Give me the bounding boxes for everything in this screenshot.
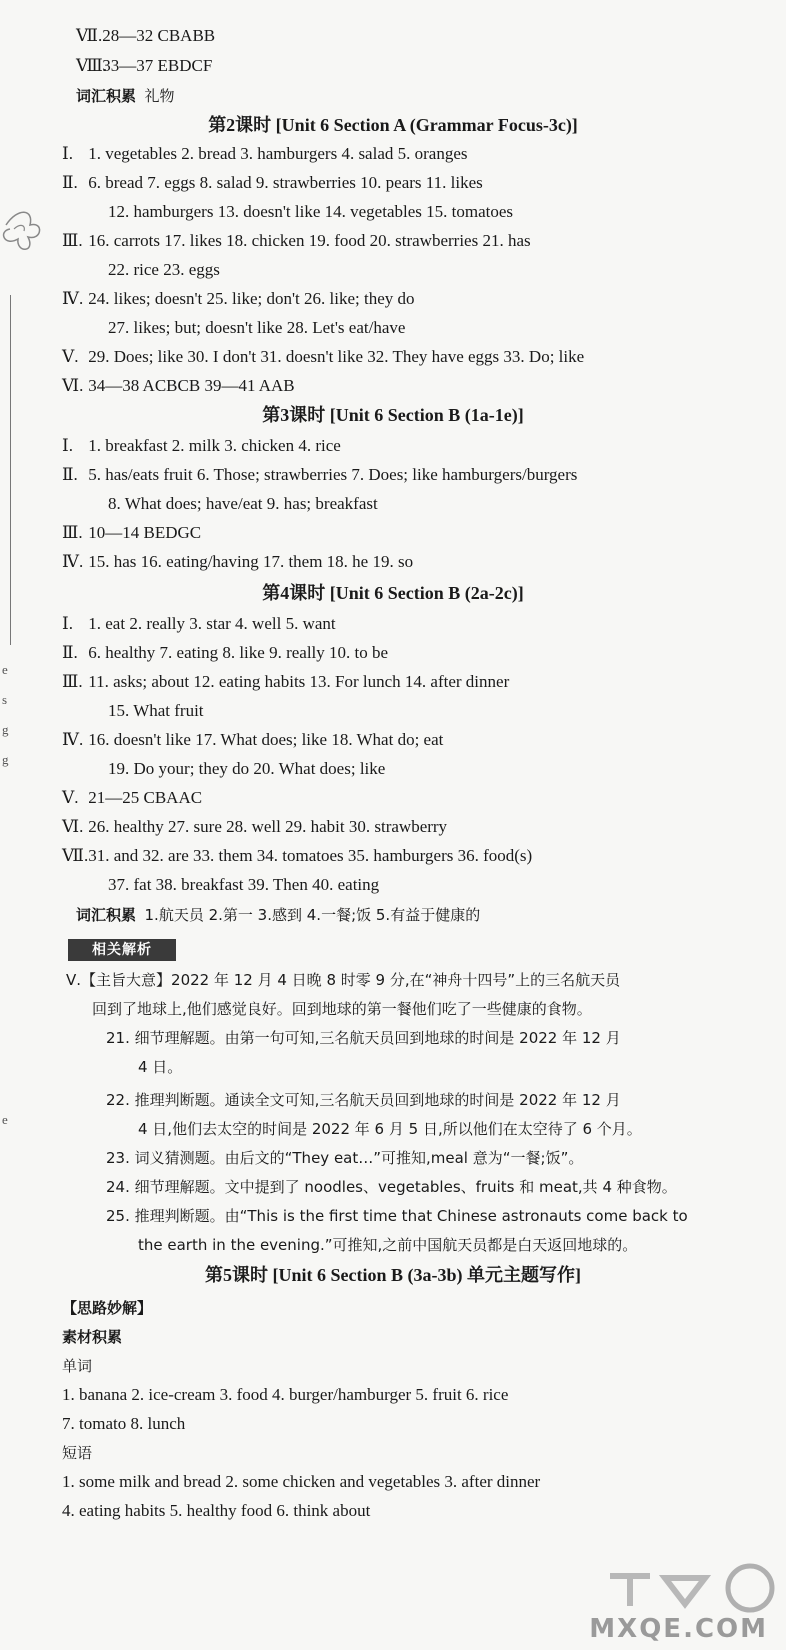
analysis-line: Ⅴ.【主旨大意】2022 年 12 月 4 日晚 8 时零 9 分,在“神舟十四号”上的三名航天员 (66, 971, 621, 989)
section-heading: 单词 (62, 1357, 93, 1375)
vocab-text: 礼物 (144, 87, 175, 105)
answer-text: 6. bread 7. eggs 8. salad 9. strawberries 10. pears 11. likes (88, 173, 483, 192)
section-numeral: Ⅳ. (62, 730, 84, 749)
answer-line (62, 289, 415, 309)
section-numeral: Ⅴ. (62, 788, 79, 807)
answer-text: 33—37 EBDCF (102, 56, 213, 75)
answer-text: 11. asks; about 12. eating habits 13. For lunch 14. after dinner (88, 672, 510, 691)
answer-line: 12. hamburgers 13. doesn't like 14. vegetables 15. tomatoes (108, 202, 514, 221)
answer-line: 8. What does; have/eat 9. has; breakfast (108, 494, 378, 513)
phrase-list-line: 1. some milk and bread 2. some chicken and vegetables 3. after dinner (62, 1472, 541, 1491)
answer-line (76, 56, 212, 76)
answer-text: 15. has 16. eating/having 17. them 18. he 19. so (88, 552, 414, 571)
section-numeral: Ⅳ. (62, 289, 84, 308)
answer-line (62, 376, 295, 396)
section-numeral: Ⅲ. (62, 523, 83, 542)
analysis-line: 回到了地球上,他们感觉良好。回到地球的第一餐他们吃了一些健康的食物。 (92, 1000, 592, 1018)
answer-text: 16. carrots 17. likes 18. chicken 19. food 20. strawberries 21. has (88, 231, 531, 250)
answer-text: 29. Does; like 30. I don't 31. doesn't like 32. They have eggs 33. Do; like (88, 347, 585, 366)
section-heading: 短语 (62, 1444, 93, 1462)
lesson-title: 第3课时 [Unit 6 Section B (1a-1e)] (262, 405, 524, 425)
word-list-line: 1. banana 2. ice-cream 3. food 4. burger/hamburger 5. fruit 6. rice (62, 1385, 509, 1404)
margin-fragment: e (2, 1112, 8, 1127)
vocab-line (76, 905, 480, 925)
margin-fragment: g (2, 722, 9, 737)
analysis-line: 24. 细节理解题。文中提到了 noodles、vegetables、fruits 和 meat,共 4 种食物。 (106, 1178, 677, 1196)
answer-text: 24. likes; doesn't 25. like; don't 26. like; they do (88, 289, 415, 308)
margin-fragment: g (2, 752, 9, 767)
flower-doodle-icon (0, 195, 48, 265)
answer-line (62, 347, 584, 367)
answer-line (62, 173, 483, 193)
answer-text: 16. doesn't like 17. What does; like 18. What do; eat (88, 730, 444, 749)
section-numeral: Ⅱ. (62, 173, 78, 192)
lesson-title: 第2课时 [Unit 6 Section A (Grammar Focus-3c)] (208, 115, 578, 135)
answer-line (62, 788, 202, 808)
word-list-line: 7. tomato 8. lunch (62, 1414, 186, 1433)
analysis-line: 23. 词义猜测题。由后文的“They eat…”可推知,meal 意为“一餐;饭”。 (106, 1149, 584, 1167)
vocab-label: 词汇积累 (76, 87, 137, 105)
watermark-text: MXQE.COM (589, 1614, 768, 1644)
analysis-line: 4 日,他们去太空的时间是 2022 年 6 月 5 日,所以他们在太空待了 6 个月。 (138, 1120, 642, 1138)
phrase-list-line: 4. eating habits 5. healthy food 6. think about (62, 1501, 371, 1520)
margin-fragment: s (2, 692, 8, 707)
answer-line: 27. likes; but; doesn't like 28. Let's eat/have (108, 318, 406, 337)
section-numeral: Ⅱ. (62, 465, 78, 484)
answer-line: 37. fat 38. breakfast 39. Then 40. eating (108, 875, 380, 894)
answer-line (62, 465, 577, 485)
section-numeral: Ⅴ. (62, 347, 79, 366)
answer-line (76, 26, 215, 46)
answer-text: 1. eat 2. really 3. star 4. well 5. want (88, 614, 336, 633)
section-numeral: Ⅲ. (62, 672, 83, 691)
section-numeral: Ⅰ. (62, 144, 73, 163)
answer-line (62, 231, 531, 251)
answer-line (62, 552, 413, 572)
answer-text: 34—38 ACBCB 39—41 AAB (88, 376, 295, 395)
analysis-badge: 相关解析 (68, 939, 176, 961)
answer-line (62, 614, 336, 634)
section-numeral: Ⅰ. (62, 436, 73, 455)
section-numeral: Ⅶ. (76, 26, 103, 45)
analysis-line: 4 日。 (138, 1058, 183, 1076)
answer-line (62, 846, 532, 866)
answer-line (62, 144, 468, 164)
vocab-line (76, 86, 175, 106)
section-numeral: Ⅰ. (62, 614, 73, 633)
answer-text: 1. breakfast 2. milk 3. chicken 4. rice (88, 436, 341, 455)
answer-text: 31. and 32. are 33. them 34. tomatoes 35. hamburgers 36. food(s) (88, 846, 533, 865)
answer-text: 21—25 CBAAC (88, 788, 203, 807)
answer-line (62, 643, 388, 663)
answer-line: 19. Do your; they do 20. What does; like (108, 759, 386, 778)
section-heading: 【思路妙解】 (62, 1299, 153, 1317)
section-numeral: Ⅲ. (62, 231, 83, 250)
section-numeral: Ⅱ. (62, 643, 78, 662)
analysis-line: 21. 细节理解题。由第一句可知,三名航天员回到地球的时间是 2022 年 12 月 (106, 1029, 621, 1047)
answer-line (62, 730, 443, 750)
answer-line (62, 817, 447, 837)
answer-text: 28—32 CBABB (102, 26, 216, 45)
answer-line: 15. What fruit (108, 701, 204, 720)
analysis-line: 25. 推理判断题。由“This is the first time that Chinese astronauts come back to (106, 1207, 688, 1225)
answer-text: 26. healthy 27. sure 28. well 29. habit 30. strawberry (88, 817, 448, 836)
answer-text: 10—14 BEDGC (88, 523, 202, 542)
answer-line (62, 523, 201, 543)
margin-fragment: e (2, 662, 8, 677)
answer-line (62, 672, 509, 692)
answer-line (62, 436, 341, 456)
analysis-line: 22. 推理判断题。通读全文可知,三名航天员回到地球的时间是 2022 年 12 月 (106, 1091, 621, 1109)
analysis-line: the earth in the evening.”可推知,之前中国航天员都是白天返回地球的。 (138, 1236, 638, 1254)
vocab-text: 1.航天员 2.第一 3.感到 4.一餐;饭 5.有益于健康的 (144, 906, 481, 924)
section-numeral: Ⅳ. (62, 552, 84, 571)
lesson-title: 第4课时 [Unit 6 Section B (2a-2c)] (262, 583, 524, 603)
section-numeral: Ⅷ. (76, 56, 108, 75)
lesson-title: 第5课时 [Unit 6 Section B (3a-3b) 单元主题写作] (205, 1265, 581, 1285)
section-numeral: Ⅵ. (62, 376, 84, 395)
section-heading: 素材积累 (62, 1328, 123, 1346)
answer-text: 5. has/eats fruit 6. Those; strawberries 7. Does; like hamburgers/burgers (88, 465, 578, 484)
answer-line: 22. rice 23. eggs (108, 260, 220, 279)
vocab-label: 词汇积累 (76, 906, 137, 924)
answer-text: 6. healthy 7. eating 8. like 9. really 10. to be (88, 643, 389, 662)
section-numeral: Ⅶ. (62, 846, 89, 865)
answer-text: 1. vegetables 2. bread 3. hamburgers 4. salad 5. oranges (88, 144, 468, 163)
section-numeral: Ⅵ. (62, 817, 84, 836)
